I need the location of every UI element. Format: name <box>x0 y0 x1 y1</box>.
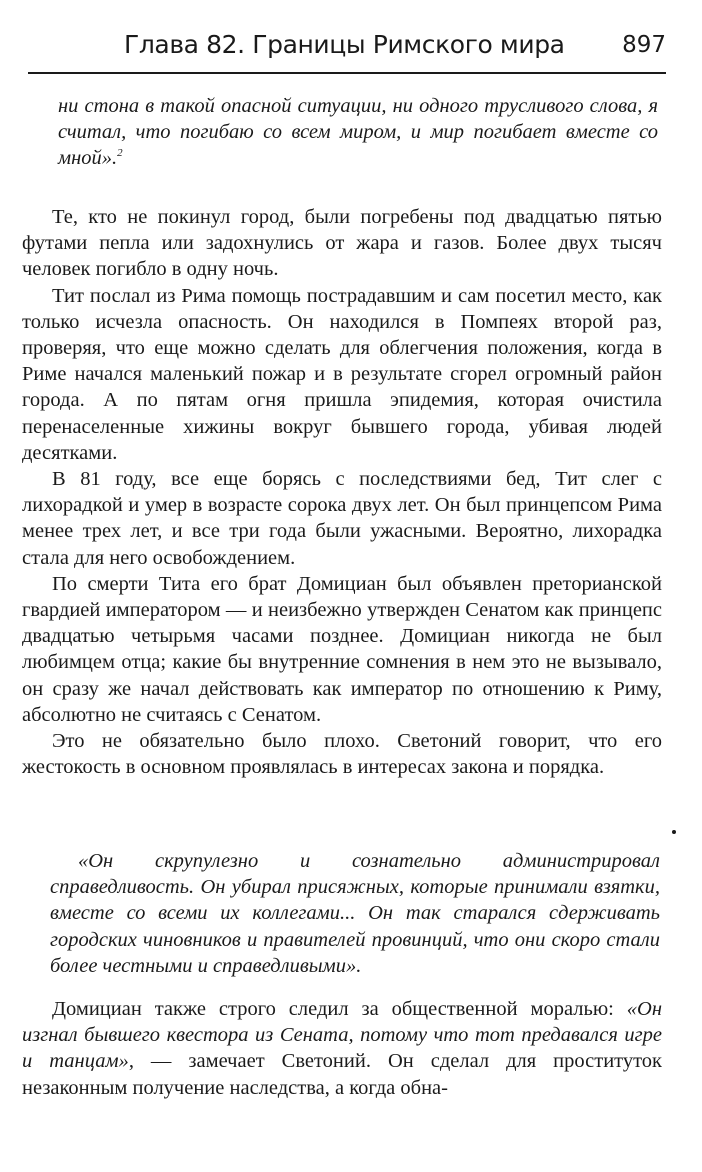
paragraph: Это не обязательно было плохо. Светоний говорит, что его жестокость в основном проявлялась в интересах закона и порядка. <box>22 730 662 779</box>
quote-top-text: ни стона в такой опасной ситуации, ни одного трусливого слова, я считал, что погибаю со всем миром, и мир погибает вместе со мной». <box>58 95 658 170</box>
running-header <box>28 28 676 72</box>
paragraph: Тит послал из Рима помощь пострадавшим и сам посетил место, как только исчезла опасность. Он находился в Помпеях второй раз, проверяя, что еще можно сделать для облегчения положения, когда в Риме начался маленький пожар и в результате сгорел огромный район города. А по пятам огня пришла эпидемия, которая очистила перенаселенные хижины вокруг бывшего города, убивая людей десятками. <box>22 284 662 464</box>
quote-middle <box>50 848 660 979</box>
quote-top <box>58 93 658 172</box>
body-text <box>22 204 662 780</box>
margin-mark <box>672 830 676 834</box>
final-paragraph-quote: «Он изгнал бывшего квестора из Сената, потому что тот предавался игре и танцам» <box>22 998 662 1073</box>
final-paragraph-start: Домициан также строго следил за общественной моралью: <box>52 998 627 1020</box>
chapter-title: Глава 82. Границы Римского мира <box>124 30 565 59</box>
paragraph: Те, кто не покинул город, были погребены под двадцатью пятью футами пепла или задохнулись от жара и газов. Более двух тысяч человек погибло в одну ночь. <box>22 206 662 281</box>
final-paragraph <box>22 996 662 1101</box>
final-paragraph-end: , — замечает Светоний. Он сделал для проституток незаконным получение наследства, а когда обна- <box>22 1050 663 1099</box>
quote-middle-text: «Он скрупулезно и сознательно администрировал справедливость. Он убирал присяжных, которые принимали взятки, вместе со всеми их коллегами... Он так старался сдерживать городских чиновников и правителей провинций, что они скоро стали более честными и справедливыми». <box>50 850 660 977</box>
footnote-marker: 2 <box>117 147 123 160</box>
header-divider <box>28 72 666 74</box>
paragraph: В 81 году, все еще борясь с последствиями бед, Тит слег с лихорадкой и умер в возрасте сорока двух лет. Он был принцепсом Рима менее трех лет, и все три года были ужасными. Вероятно, лихорадка стала для него освобождением. <box>22 468 662 569</box>
paragraph: По смерти Тита его брат Домициан был объявлен преторианской гвардией императором — и неизбежно утвержден Сенатом как принцепс двадцатью четырьмя часами позднее. Домициан никогда не был любимцем отца; какие бы внутренние сомнения в нем это не вызывало, он сразу же начал действовать как император по отношению к Риму, абсолютно не считаясь с Сенатом. <box>22 572 662 726</box>
page-number: 897 <box>622 32 666 58</box>
